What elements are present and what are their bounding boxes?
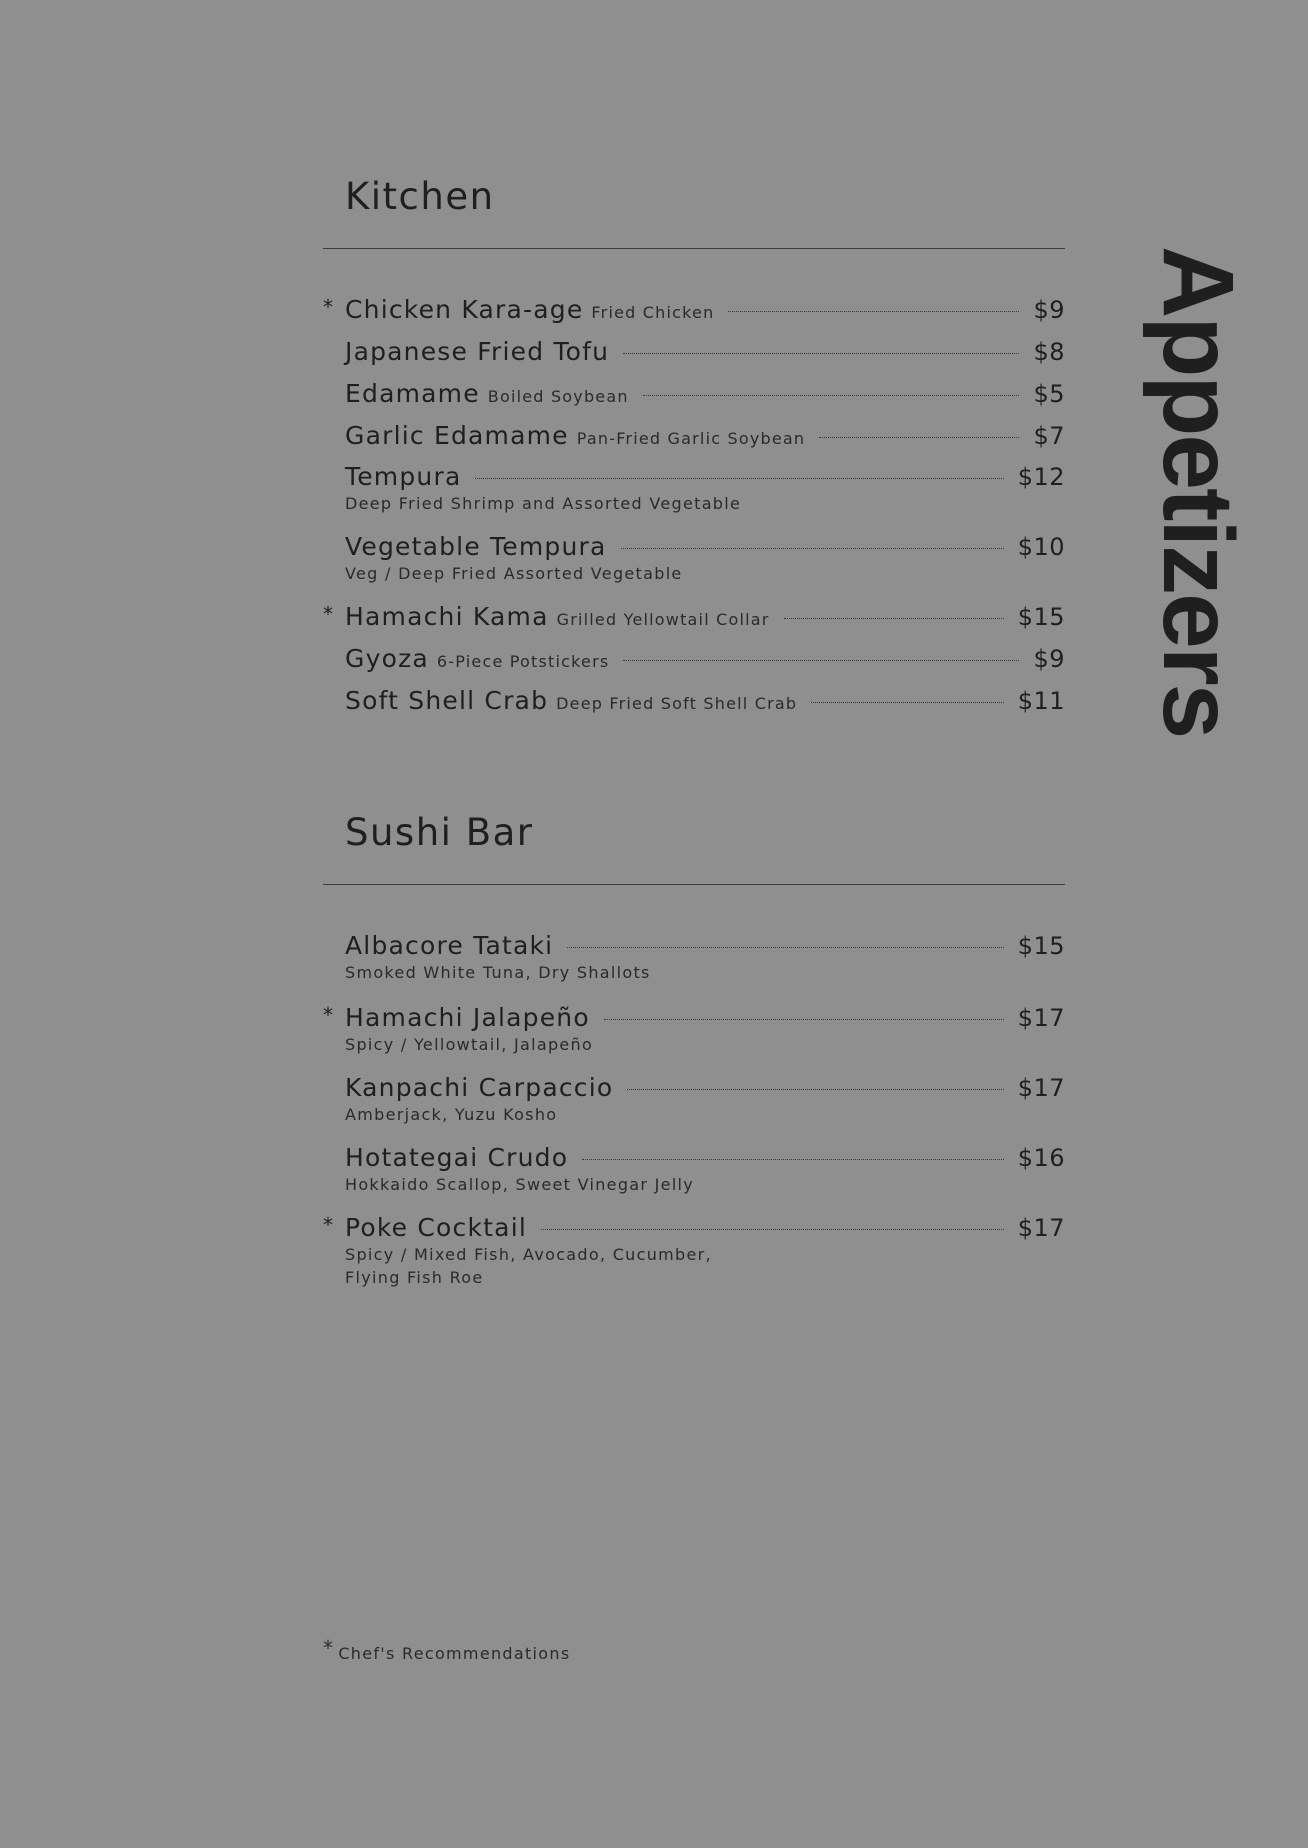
chef-recommendation-star: * (323, 1213, 333, 1237)
menu-item (323, 1213, 1065, 1289)
item-price: $5 (1033, 380, 1065, 408)
item-price: $10 (1017, 533, 1065, 561)
item-name: Japanese Fried Tofu (345, 337, 610, 366)
item-description: Grilled Yellowtail Collar (556, 610, 770, 629)
item-name: Kanpachi Carpaccio (345, 1073, 614, 1102)
chef-recommendation-star: * (323, 602, 333, 626)
item-name: Albacore Tataki (345, 931, 554, 960)
menu-item (323, 1073, 1065, 1126)
item-description: 6-Piece Potstickers (436, 652, 610, 671)
item-description: Deep Fried Shrimp and Assorted Vegetable (345, 494, 742, 513)
item-price: $11 (1017, 687, 1065, 715)
item-description: Spicy / Mixed Fish, Avocado, Cucumber, Flying Fish Roe (345, 1245, 712, 1287)
item-price: $17 (1017, 1074, 1065, 1102)
menu-item (323, 379, 1065, 409)
footnote (323, 1636, 571, 1664)
menu-item (323, 295, 1065, 325)
item-price: $12 (1017, 463, 1065, 491)
item-name: Soft Shell Crab (345, 686, 549, 715)
item-name: Gyoza (345, 644, 429, 673)
section-title: Sushi Bar (345, 811, 534, 854)
item-description: Veg / Deep Fried Assorted Vegetable (345, 564, 683, 583)
dotted-leader (627, 1089, 1003, 1090)
dotted-leader (567, 947, 1003, 948)
dotted-leader (604, 1019, 1004, 1020)
menu-item (323, 644, 1065, 674)
dotted-leader (811, 702, 1003, 703)
item-name: Hamachi Kama (345, 602, 549, 631)
item-price: $9 (1033, 296, 1065, 324)
chef-recommendation-star: * (323, 1003, 333, 1027)
item-price: $15 (1017, 932, 1065, 960)
dotted-leader (475, 478, 1003, 479)
item-name: Tempura (345, 462, 462, 491)
item-name: Garlic Edamame (345, 421, 569, 450)
section-title: Kitchen (345, 175, 495, 218)
dotted-leader (819, 437, 1019, 438)
dotted-leader (728, 311, 1019, 312)
item-description: Boiled Soybean (487, 387, 629, 406)
item-name: Chicken Kara-age (345, 295, 584, 324)
item-description: Spicy / Yellowtail, Jalapeño (345, 1035, 594, 1054)
item-description: Smoked White Tuna, Dry Shallots (345, 963, 651, 982)
item-name: Hamachi Jalapeño (345, 1003, 590, 1032)
menu-item (323, 602, 1065, 632)
item-price: $7 (1033, 422, 1065, 450)
chef-recommendation-star: * (323, 1636, 335, 1660)
dotted-leader (643, 395, 1020, 396)
menu-item (323, 931, 1065, 984)
footnote-text: Chef's Recommendations (338, 1644, 571, 1663)
item-price: $17 (1017, 1214, 1065, 1242)
dotted-leader (784, 618, 1004, 619)
side-title-appetizers: Appetizers (1142, 246, 1254, 738)
item-description: Fried Chicken (591, 303, 715, 322)
menu-item (323, 686, 1065, 716)
item-price: $15 (1017, 603, 1065, 631)
dotted-leader (541, 1229, 1004, 1230)
dotted-leader (623, 660, 1019, 661)
item-price: $17 (1017, 1004, 1065, 1032)
item-price: $16 (1017, 1144, 1065, 1172)
item-price: $9 (1033, 645, 1065, 673)
item-description: Pan-Fried Garlic Soybean (576, 429, 806, 448)
item-description: Amberjack, Yuzu Kosho (345, 1105, 558, 1124)
item-description: Deep Fried Soft Shell Crab (556, 694, 798, 713)
menu-item (323, 532, 1065, 585)
item-name: Vegetable Tempura (345, 532, 607, 561)
section-divider (323, 248, 1065, 249)
item-price: $8 (1033, 338, 1065, 366)
dotted-leader (582, 1159, 1003, 1160)
menu-item (323, 462, 1065, 515)
item-name: Edamame (345, 379, 480, 408)
item-name: Poke Cocktail (345, 1213, 527, 1242)
menu-item (323, 1143, 1065, 1196)
dotted-leader (623, 353, 1019, 354)
menu-item (323, 1003, 1065, 1056)
item-name: Hotategai Crudo (345, 1143, 569, 1172)
menu-item (323, 421, 1065, 451)
chef-recommendation-star: * (323, 295, 333, 319)
section-divider (323, 884, 1065, 885)
menu-item (323, 337, 1065, 367)
item-description: Hokkaido Scallop, Sweet Vinegar Jelly (345, 1175, 695, 1194)
dotted-leader (621, 548, 1004, 549)
